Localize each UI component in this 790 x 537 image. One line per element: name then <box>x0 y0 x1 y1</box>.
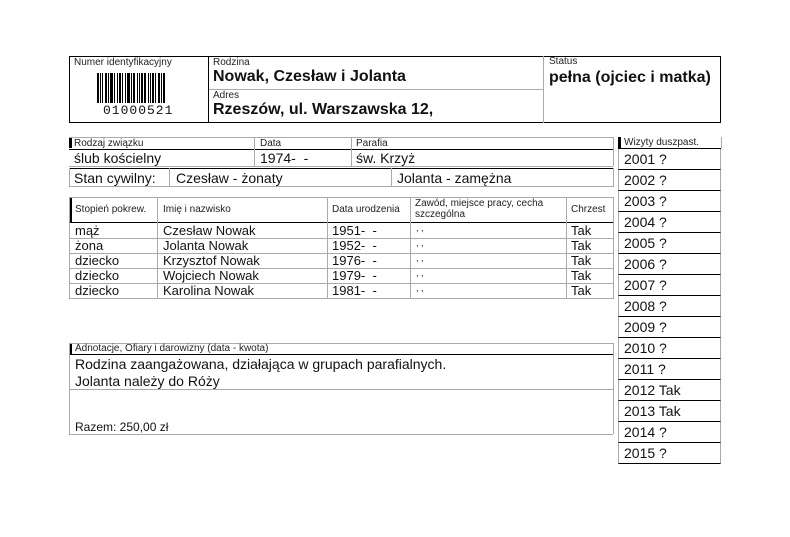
marriage-date: 1974- - <box>260 150 309 166</box>
address-value: Rzeszów, ul. Warszawska 12, <box>213 101 434 118</box>
divider <box>69 168 70 186</box>
divider <box>69 389 613 390</box>
notes-line-2: Jolanta należy do Róży <box>75 373 220 389</box>
divider <box>410 197 411 298</box>
divider <box>69 354 613 355</box>
divider <box>69 434 613 435</box>
divider <box>721 137 722 148</box>
visit-item: 2009 ? <box>618 317 721 338</box>
col-name: Imię i nazwisko <box>163 204 231 215</box>
id-label: Numer identyfikacyjny <box>74 57 172 68</box>
baptism: Tak <box>571 238 592 253</box>
member-name: Wojciech Nowak <box>163 268 259 283</box>
birth-date: 1952- - <box>332 238 377 253</box>
donations-total: Razem: 250,00 zł <box>75 420 169 434</box>
occupation: , , <box>416 253 424 263</box>
status-value: pełna (ojciec i matka) <box>549 69 711 86</box>
visit-item: 2001 ? <box>618 149 721 170</box>
divider <box>209 89 543 90</box>
divider <box>157 197 158 298</box>
visit-item: 2011 ? <box>618 359 721 380</box>
member-name: Karolina Nowak <box>163 283 255 298</box>
civil-status-husband: Czesław - żonaty <box>176 170 283 186</box>
relation: dziecko <box>75 253 120 268</box>
status-label: Status <box>549 56 578 67</box>
birth-date: 1951- - <box>332 223 377 238</box>
divider <box>69 298 614 299</box>
visit-item: 2014 ? <box>618 422 721 443</box>
section-marker <box>69 137 72 148</box>
col-occupation: Zawód, miejsce pracy, cecha szczególna <box>415 198 544 220</box>
visit-item: 2012 Tak <box>618 380 721 401</box>
notes-line-1: Rodzina zaangażowana, działająca w grupach parafialnych. <box>75 356 447 372</box>
divider <box>169 168 170 186</box>
relation: żona <box>75 238 104 253</box>
visit-item: 2013 Tak <box>618 401 721 422</box>
visit-item: 2008 ? <box>618 296 721 317</box>
divider <box>327 197 328 298</box>
divider <box>254 137 255 166</box>
divider <box>613 197 614 298</box>
col-birth: Data urodzenia <box>332 204 400 215</box>
marriage-type: ślub kościelny <box>74 150 162 166</box>
section-marker <box>618 137 621 148</box>
birth-date: 1981- - <box>332 283 377 298</box>
visit-item: 2003 ? <box>618 191 721 212</box>
member-name: Jolanta Nowak <box>163 238 249 253</box>
family-label: Rodzina <box>213 57 250 68</box>
visit-item: 2004 ? <box>618 212 721 233</box>
divider <box>543 56 544 123</box>
visit-item: 2007 ? <box>618 275 721 296</box>
member-name: Krzysztof Nowak <box>163 253 260 268</box>
marriage-type-label: Rodzaj związku <box>74 138 144 149</box>
col-baptism: Chrzest <box>571 204 606 215</box>
baptism: Tak <box>571 253 592 268</box>
visit-item: 2010 ? <box>618 338 721 359</box>
divider <box>69 186 614 187</box>
relation: dziecko <box>75 268 120 283</box>
divider <box>613 137 614 166</box>
baptism: Tak <box>571 223 592 238</box>
visit-item: 2006 ? <box>618 254 721 275</box>
occupation: , , <box>416 283 424 293</box>
divider <box>69 197 70 298</box>
id-number: 01000521 <box>103 103 174 118</box>
divider <box>69 137 613 138</box>
address-label: Adres <box>213 90 240 101</box>
occupation: , , <box>416 268 424 278</box>
divider <box>351 137 352 166</box>
divider <box>566 197 567 298</box>
birth-date: 1976- - <box>332 253 377 268</box>
notes-label: Adnotacje, Ofiary i darowizny (data - kwota) <box>75 343 269 354</box>
civil-status-wife: Jolanta - zamężna <box>397 170 512 186</box>
divider <box>613 343 614 434</box>
parish-value: św. Krzyż <box>356 150 416 166</box>
visit-item: 2002 ? <box>618 170 721 191</box>
baptism: Tak <box>571 283 592 298</box>
relation: mąż <box>75 223 100 238</box>
member-name: Czesław Nowak <box>163 223 256 238</box>
divider <box>69 343 70 434</box>
visits-label: Wizyty duszpast. <box>624 137 700 148</box>
birth-date: 1979- - <box>332 268 377 283</box>
family-name: Nowak, Czesław i Jolanta <box>213 68 406 85</box>
divider <box>613 168 614 186</box>
occupation: , , <box>416 223 424 233</box>
divider <box>69 166 613 167</box>
baptism: Tak <box>571 268 592 283</box>
parish-label: Parafia <box>356 138 388 149</box>
visit-item: 2015 ? <box>618 443 721 464</box>
divider <box>69 168 614 169</box>
marriage-date-label: Data <box>260 138 282 149</box>
divider <box>391 168 392 186</box>
col-relation: Stopień pokrew. <box>75 204 147 215</box>
occupation: , , <box>416 238 424 248</box>
barcode-icon <box>97 73 165 103</box>
civil-status-label: Stan cywilny: <box>74 170 156 186</box>
visit-item: 2005 ? <box>618 233 721 254</box>
relation: dziecko <box>75 283 120 298</box>
